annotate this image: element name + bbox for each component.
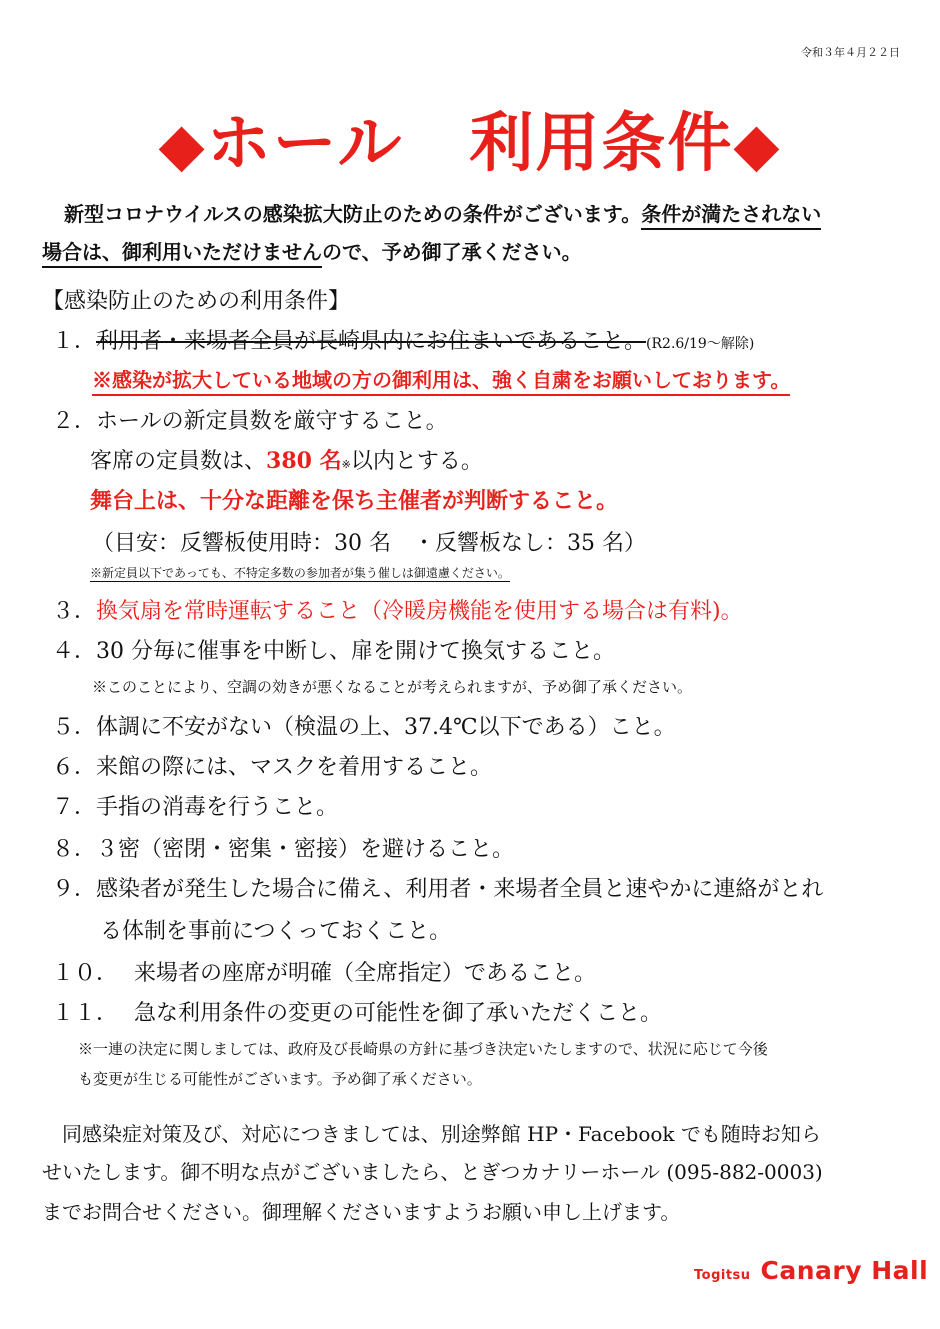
condition-item-7 [52,790,338,821]
infection-warning-text: ※感染が拡大している地域の方の御利用は、強く自粛をお願いしております。 [92,368,790,396]
capacity-footnote [90,564,510,581]
condition-item-9-cont: る体制を事前につくっておくこと。 [100,919,452,944]
intro-line-1 [64,198,821,227]
item-number: ５． [52,715,97,740]
item-number: ２． [52,409,97,434]
intro-text: 新型コロナウイルスの感染拡大防止のための条件がございます。 [64,202,642,226]
section-heading: 【感染防止のための利用条件】 [42,289,351,314]
item-number: １． [52,329,97,354]
struck-condition: 利用者・来場者全員が長崎県内にお住まいであること。 [96,329,647,354]
diamond-right-icon: ◆ [733,110,782,180]
item-text: ３密（密閉・密集・密接）を避けること。 [96,837,515,862]
intro-underlined-text-2: 場合は、御利用いただけません [42,240,322,268]
item-number: １１． [52,1001,119,1026]
canary-hall-logo [694,1256,928,1285]
stage-rule: 舞台上は、十分な距離を保ち主催者が判断すること。 [90,488,619,514]
infection-warning [92,364,790,393]
condition-item-8 [52,832,514,863]
item-number: ８． [52,837,97,862]
closing-line-1: 同感染症対策及び、対応につきましては、別途弊館 HP・Facebook でも随時お知ら [62,1122,821,1146]
condition-item-6 [52,750,492,781]
capacity-number: 380 名 [266,448,342,474]
item-number: １０． [52,961,119,986]
intro-line-2 [42,236,582,265]
closing-line-3: までお問合せください。御理解くださいますようお願い申し上げます。 [42,1200,681,1224]
item-text: 急な利用条件の変更の可能性を御了承いただくこと。 [134,1001,663,1026]
item-text: 体調に不安がない（検温の上、37.4℃以下である）こと。 [96,715,676,740]
item-text: 来場者の座席が明確（全席指定）であること。 [134,961,597,986]
capacity-text-2: 以内とする。 [350,449,483,474]
item-text: 感染者が発生した場合に備え、利用者・来場者全員と速やかに連絡がとれ [96,877,824,902]
logo-canary-hall: Canary Hall [760,1256,929,1285]
stage-guide: （目安：反響板使用時：30 名 ・反響板なし：35 名） [92,531,646,556]
item-text: 手指の消毒を行うこと。 [96,795,339,820]
condition-item-1 [52,324,754,355]
logo-togitsu: Togitsu [694,1268,751,1283]
condition-item-10 [52,956,596,987]
item-number: ６． [52,755,97,780]
condition-item-4 [52,634,615,665]
document-date: 令和３年４月２２日 [801,46,900,59]
condition-item-11 [52,996,662,1027]
capacity-text: 客席の定員数は、 [90,449,267,474]
condition-item-9 [52,872,823,903]
item-text: 換気扇を常時運転すること（冷暖房機能を使用する場合は有料)。 [96,599,743,624]
page-title [0,92,940,184]
capacity-line [90,444,483,475]
condition-item-3 [52,594,743,625]
capacity-mark: ※ [341,458,351,471]
policy-note-1: ※一連の決定に関しましては、政府及び長崎県の方針に基づき決定いたしますので、状況に応じて今後 [78,1040,768,1058]
ventilation-note: ※このことにより、空調の効きが悪くなることが考えられますが、予め御了承ください。 [92,678,693,696]
intro-text-2: ので、予め御了承ください。 [322,240,582,264]
lifted-note: (R2.6/19～解除) [646,336,755,352]
intro-underlined-text: 条件が満たされない [641,202,821,230]
item-number: ９． [52,877,97,902]
condition-item-2 [52,404,448,435]
closing-line-2: せいたします。御不明な点がございましたら、とぎつカナリーホール (095-882-0003) [42,1160,823,1184]
item-text: 30 分毎に催事を中断し、扉を開けて換気すること。 [96,639,616,664]
diamond-left-icon: ◆ [158,110,207,180]
item-number: ３． [52,599,97,624]
item-text: 来館の際には、マスクを着用すること。 [96,755,493,780]
item-text: ホールの新定員数を厳守すること。 [96,409,448,434]
item-number: ４． [52,639,97,664]
page-title-text: ホール 利用条件 [206,106,734,181]
policy-note-2: も変更が生じる可能性がございます。予め御了承ください。 [78,1070,482,1088]
condition-item-5 [52,710,676,741]
item-number: ７． [52,795,97,820]
capacity-footnote-text: ※新定員以下であっても、不特定多数の参加者が集う催しは御遠慮ください。 [90,566,510,580]
